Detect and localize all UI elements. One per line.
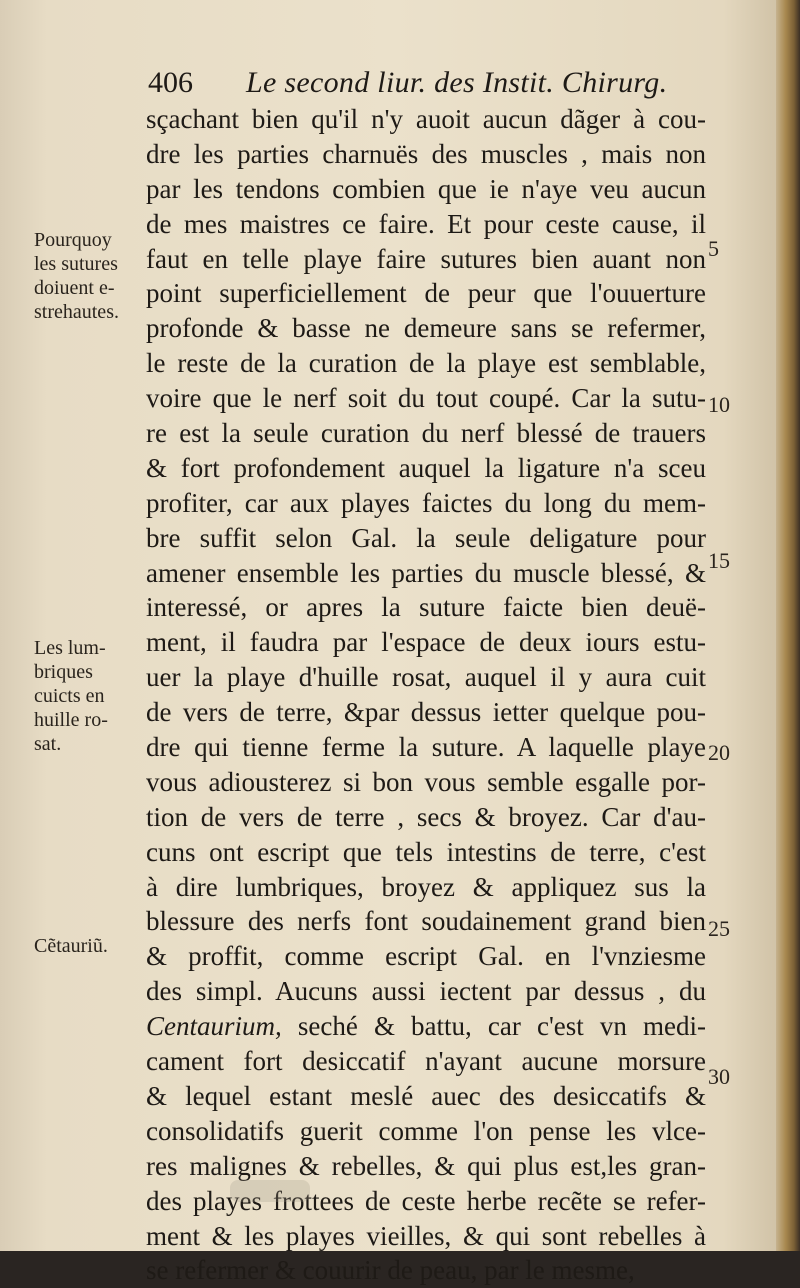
note-line: huille ro- (34, 709, 108, 731)
text-line: vous adiousterez si bon vous semble esgalle por- (146, 766, 706, 797)
text-line: dre les parties charnuës des muscles , mais non (146, 138, 706, 169)
text-line: ment & les playes vieilles, & qui sont rebelles à (146, 1220, 706, 1251)
text-line: par les tendons combien que ie n'aye veu aucun (146, 173, 706, 204)
text-line: & fort profondement auquel la ligature n'a sceu (146, 452, 706, 483)
text-line: res malignes & rebelles, & qui plus est,les gran- (146, 1150, 706, 1181)
text-line: de vers de terre, &par dessus ietter quelque pou- (146, 697, 706, 728)
text-line: à dire lumbriques, broyez & appliquez sus la (146, 871, 706, 902)
note-line: Cẽtauriũ. (34, 935, 108, 957)
note-line: sat. (34, 733, 62, 755)
text-line: ment, il faudra par l'espace de deux iours estu- (146, 627, 706, 658)
text-line: blessure des nerfs font soudainement grand bien (146, 906, 706, 937)
note-line: briques (34, 661, 93, 683)
margin-note-sutures (34, 228, 144, 324)
note-line: doiuent e- (34, 277, 115, 299)
book-edge (776, 0, 800, 1251)
text-line: bre suffit selon Gal. la seule deligature pour (146, 522, 706, 553)
text-line: cament fort desiccatif n'ayant aucune morsure (146, 1046, 706, 1077)
text-line: de mes maistres ce faire. Et pour ceste cause, il (146, 208, 706, 239)
margin-note-centaurium (34, 934, 144, 958)
line-number-25: 25 (708, 916, 730, 941)
text-line: sçachant bien qu'il n'y auoit aucun dãger à cou- (146, 104, 706, 134)
text-line: faut en telle playe faire sutures bien auant non (146, 243, 706, 274)
note-line: Les lum- (34, 637, 106, 659)
line-number-15: 15 (708, 548, 730, 573)
running-title: Le second liur. des Instit. Chirurg. (246, 66, 668, 99)
text-line: & lequel estant meslé auec des desiccatifs & (146, 1080, 706, 1111)
text-line: consolidatifs guerit comme l'on pense les vlce- (146, 1115, 706, 1146)
line-number-10: 10 (708, 392, 730, 417)
text-line: interessé, or apres la suture faicte bien deuë- (146, 592, 706, 623)
text-line: amener ensemble les parties du muscle blessé, & (146, 557, 706, 588)
text-line: se refermer & couurir de peau, par le mesme, (146, 1255, 635, 1286)
text-line: dre qui tienne ferme la suture. A laquelle playe (146, 732, 706, 763)
text-line: re est la seule curation du nerf blessé de trauers (146, 418, 706, 449)
text-line: uer la playe d'huille rosat, auquel il y aura cuit (146, 662, 706, 693)
text-line: point superficiellement de peur que l'ouuerture (146, 278, 706, 309)
text-line: le reste de la curation de la playe est semblable, (146, 348, 706, 379)
text-line: Centaurium, seché & battu, car c'est vn medi- (146, 1011, 706, 1042)
text-line: profiter, car aux playes faictes du long du mem- (146, 487, 706, 518)
note-line: Pourquoy (34, 229, 112, 251)
line-number-5: 5 (708, 236, 719, 261)
margin-note-lumbriques (34, 636, 144, 756)
ink-smudge (230, 1180, 310, 1202)
note-line: cuicts en (34, 685, 105, 707)
note-line: les sutures (34, 253, 118, 275)
line-number-20: 20 (708, 740, 730, 765)
body-text (146, 102, 706, 1288)
line-number-30: 30 (708, 1064, 730, 1089)
folio-number: 406 (148, 66, 193, 99)
page-header (148, 66, 708, 106)
text-line: tion de vers de terre , secs & broyez. Car d'au- (146, 801, 706, 832)
text-line: des simpl. Aucuns aussi iectent par dessus , du (146, 976, 706, 1007)
text-line: voire que le nerf soit du tout coupé. Car la sutu- (146, 383, 706, 414)
note-line: strehautes. (34, 301, 119, 323)
text-line: cuns ont escript que tels intestins de terre, c'est (146, 836, 706, 867)
text-line: profonde & basse ne demeure sans se refermer, (146, 313, 706, 344)
text-line: des playes frottees de ceste herbe recẽte se refer- (146, 1185, 706, 1216)
text-line: & proffit, comme escript Gal. en l'vnziesme (146, 941, 706, 972)
